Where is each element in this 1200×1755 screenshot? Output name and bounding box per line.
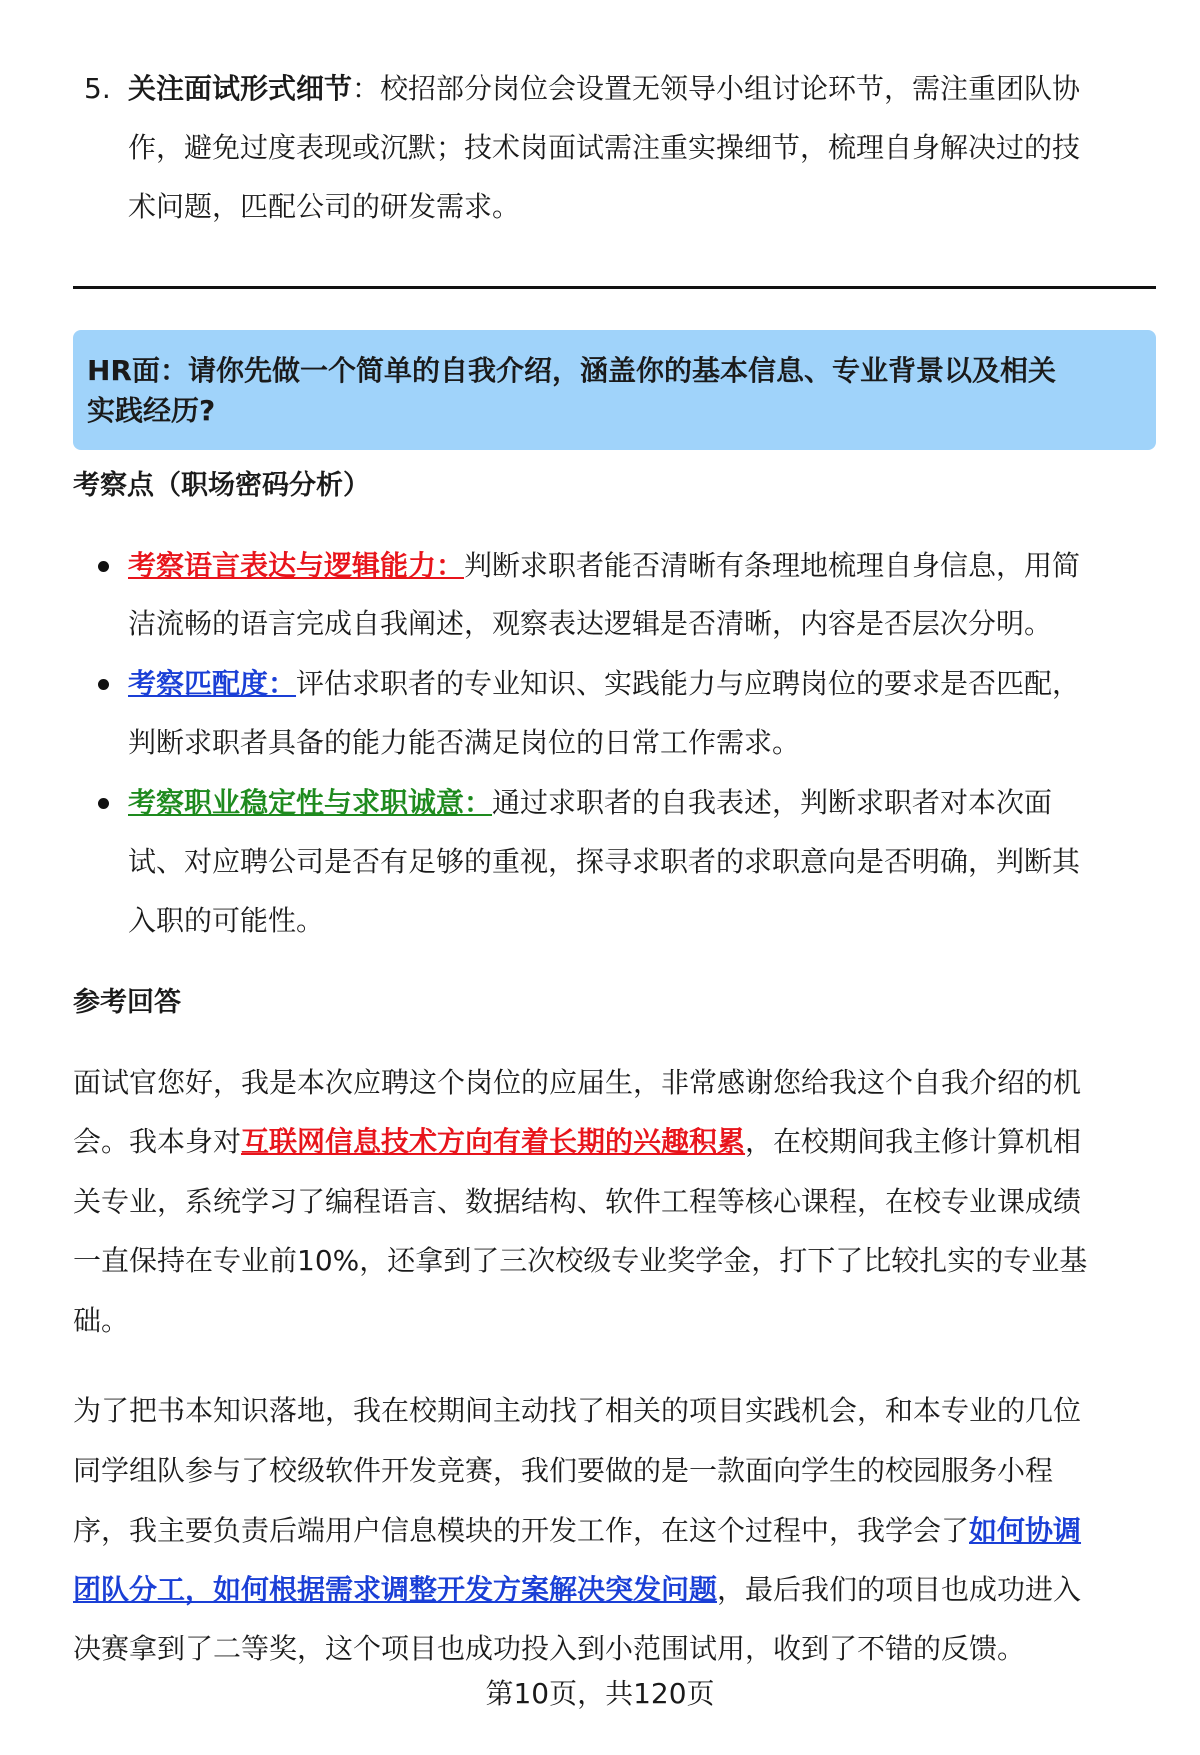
highlight-text: 考察匹配度： — [128, 667, 297, 700]
text-segment: 一直保持在专业前10%，还拿到了三次校级专业奖学金，打下了比较扎实的专业基 — [73, 1244, 1088, 1277]
text-line — [128, 783, 1052, 823]
text-line — [73, 1570, 1081, 1610]
text-segment: 术问题，匹配公司的研发需求。 — [128, 190, 521, 223]
bullet-icon — [98, 679, 109, 690]
answer-heading: 参考回答 — [73, 987, 181, 1018]
text-line — [73, 1629, 1025, 1669]
text-segment: 序，我主要负责后端用户信息模块的开发工作，在这个过程中，我学会了 — [73, 1514, 970, 1547]
text-line — [128, 723, 800, 763]
text-segment: 会。我本身对 — [73, 1125, 242, 1158]
text-line — [73, 1122, 1081, 1162]
list-number: 5. — [84, 72, 111, 105]
text-segment: ，在校期间我主修计算机相 — [745, 1125, 1082, 1158]
text-line — [128, 187, 520, 227]
text-line — [128, 69, 1080, 109]
text-segment: 关专业，系统学习了编程语言、数据结构、软件工程等核心课程，在校专业课成绩 — [73, 1185, 1082, 1218]
text-line — [73, 1391, 1081, 1431]
divider — [73, 286, 1156, 289]
question-box — [73, 330, 1156, 450]
text-segment: 础。 — [73, 1304, 130, 1337]
text-segment: 为了把书本知识落地，我在校期间主动找了相关的项目实践机会，和本专业的几位 — [73, 1394, 1082, 1427]
text-line — [128, 128, 1080, 168]
text-segment: ，最后我们的项目也成功进入 — [717, 1573, 1082, 1606]
text-line — [73, 1451, 1053, 1491]
text-segment: 决赛拿到了二等奖，这个项目也成功投入到小范围试用，收到了不错的反馈。 — [73, 1632, 1026, 1665]
text-segment: 试、对应聘公司是否有足够的重视，探寻求职者的求职意向是否明确，判断其 — [128, 845, 1081, 878]
highlight-text: 如何协调 — [969, 1514, 1082, 1547]
text-segment: 面试官您好，我是本次应聘这个岗位的应届生，非常感谢您给我这个自我介绍的机 — [73, 1066, 1082, 1099]
text-line — [128, 664, 1080, 704]
text-segment: ：校招部分岗位会设置无领导小组讨论环节，需注重团队协 — [352, 72, 1081, 105]
text-segment: 作，避免过度表现或沉默；技术岗面试需注重实操细节，梳理自身解决过的技 — [128, 131, 1081, 164]
highlight-text: 考察职业稳定性与求职诚意： — [128, 786, 493, 819]
highlight-text: 互联网信息技术方向有着长期的兴趣积累 — [241, 1125, 746, 1158]
text-segment: 判断求职者能否清晰有条理地梳理自身信息，用简 — [464, 549, 1081, 582]
text-segment: 同学组队参与了校级软件开发竞赛，我们要做的是一款面向学生的校园服务小程 — [73, 1454, 1054, 1487]
text-line — [73, 1063, 1081, 1103]
text-segment: 关注面试形式细节 — [128, 72, 353, 105]
text-line — [128, 901, 324, 941]
text-line — [73, 1511, 1081, 1551]
text-line — [128, 842, 1080, 882]
page-number: 第10页，共120页 — [485, 1677, 715, 1710]
text-line — [128, 546, 1080, 586]
question-line: 实践经历? — [87, 394, 216, 427]
text-segment: 洁流畅的语言完成自我阐述，观察表达逻辑是否清晰，内容是否层次分明。 — [128, 607, 1053, 640]
text-segment: 通过求职者的自我表述，判断求职者对本次面 — [492, 786, 1053, 819]
text-line — [73, 1182, 1081, 1222]
text-line — [73, 1241, 1087, 1281]
text-line — [128, 604, 1052, 644]
text-segment: 判断求职者具备的能力能否满足岗位的日常工作需求。 — [128, 726, 801, 759]
text-segment: 评估求职者的专业知识、实践能力与应聘岗位的要求是否匹配， — [296, 667, 1081, 700]
highlight-text: 团队分工，如何根据需求调整开发方案解决突发问题 — [73, 1573, 718, 1606]
bullet-icon — [98, 561, 109, 572]
analysis-heading: 考察点（职场密码分析） — [73, 470, 370, 501]
question-line: HR面：请你先做一个简单的自我介绍，涵盖你的基本信息、专业背景以及相关 — [87, 354, 1056, 387]
text-segment: 入职的可能性。 — [128, 904, 325, 937]
text-line — [73, 1301, 129, 1341]
bullet-icon — [98, 798, 109, 809]
highlight-text: 考察语言表达与逻辑能力： — [128, 549, 465, 582]
